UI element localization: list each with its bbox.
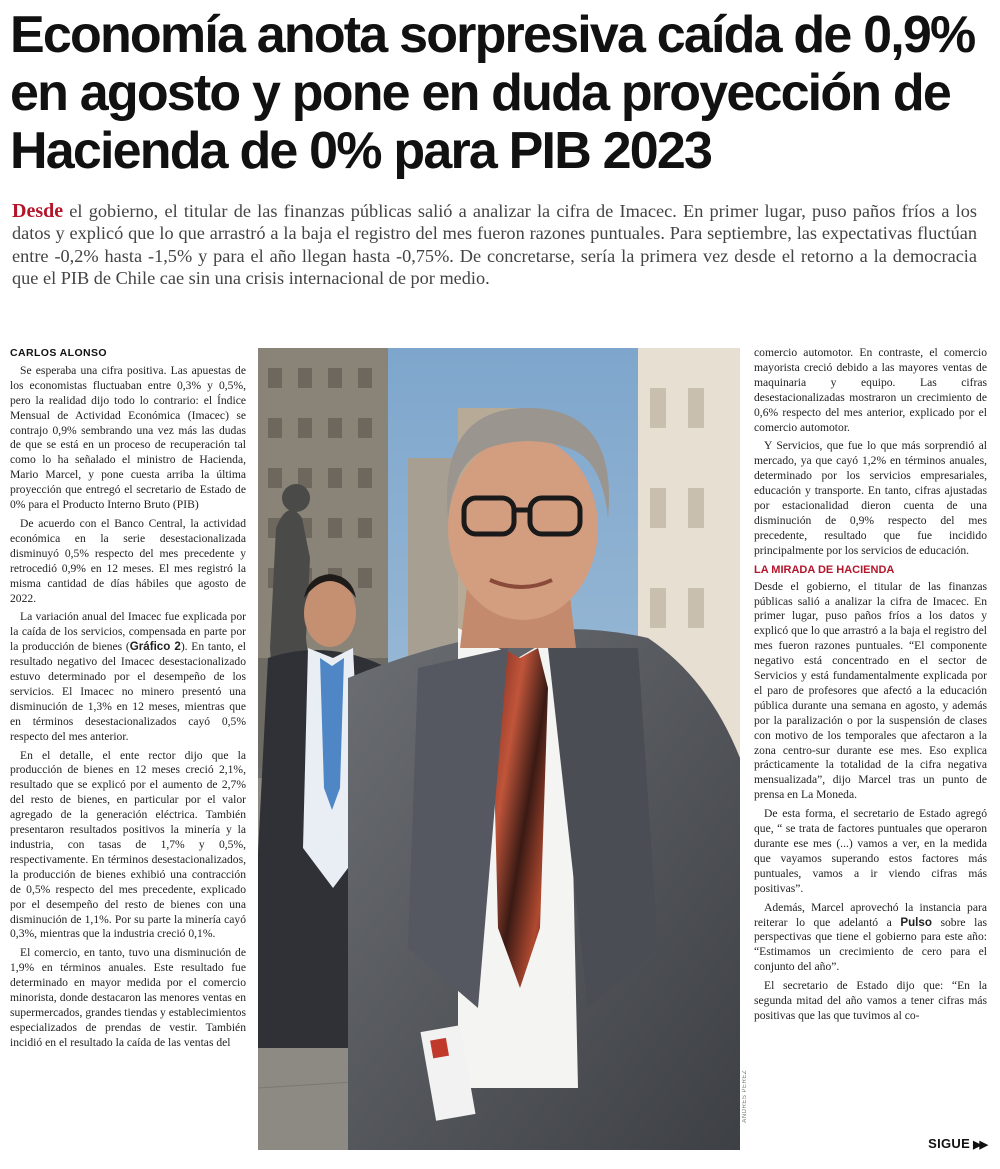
body-text: La variación anual del Imacec fue explicada por la caída de los servicios, compensada en parte por la producción de bienes ( [10, 610, 246, 654]
photo-illustration [258, 348, 740, 1150]
body-paragraph: De acuerdo con el Banco Central, la actividad económica en la serie desestacionalizada disminuyó 0,5% respecto del mes precedente y retrocedió 0,9% en 12 meses. El mes registró la misma cantidad de días hábiles que agosto de 2022. [10, 516, 246, 605]
article-photo [258, 348, 740, 1150]
body-paragraph: El secretario de Estado dijo que: “En la segunda mitad del año vamos a tener cifras más positivas que las que tuvimos al co- [754, 979, 987, 1022]
article-column-3 [754, 346, 987, 1028]
body-paragraph: El comercio, en tanto, tuvo una disminución de 1,9% en términos anuales. Este resultado fue determinado en mayor medida por el comercio minorista, donde destacaron las menores ventas en supermercados, grandes tiendas y establecimientos especializados de prendas de vestir. También incidió en el resultado la caída de las ventas del [10, 946, 246, 1049]
body-paragraph [754, 901, 987, 976]
chart-reference: Gráfico 2 [129, 640, 181, 654]
byline: CARLOS ALONSO [10, 347, 107, 359]
body-paragraph: Y Servicios, que fue lo que más sorprendió al mercado, ya que cayó 1,2% en términos anuales, determinado por los servicios empresariales, educación y transporte. En tanto, cifras ajustadas por estacionalidad dieron cuenta de una disminución de 0,9% respecto del mes precedente, resultado que fue incidido principalmente por los servicios de educación. [754, 439, 987, 557]
publication-reference: Pulso [900, 915, 932, 929]
body-paragraph: comercio automotor. En contraste, el comercio mayorista creció debido a las mayores ventas de maquinaria y equipo. Las cifras desestacionalizadas mostraron un crecimiento de 0,6% respecto del mes anterior, explicado por el comercio automotor. [754, 346, 987, 434]
body-paragraph: En el detalle, el ente rector dijo que la producción de bienes en 12 meses creció 2,1%, resultado que se explicó por el aumento de 2,7% del resto de bienes, en particular por el valor agregado de la generación eléctrica. También presentaron resultados positivos la minería y la industria, con tasas de 1,7% y 0,5%, respectivamente. En términos desestacionalizados, la producción de bienes exhibió una contracción de 0,5% respecto del mes precedente, explicado por el desempeño del resto de bienes con una disminución de 1,1%. Por su parte la minería cayó 0,3%, mientras que la industria creció 0,1%. [10, 748, 246, 941]
body-paragraph [10, 610, 246, 744]
arrow-right-icon: ▶▶ [973, 1139, 986, 1151]
continue-link[interactable] [928, 1136, 986, 1151]
lead-kicker: Desde [12, 200, 64, 222]
article-column-1 [10, 346, 246, 1055]
body-paragraph: De esta forma, el secretario de Estado agregó que, “ se trata de factores puntuales que operaron durante ese mes (...) vamos a ver, en la medida que vayamos superando estos factores más puntuales, vamos a ir viendo cifras más positivas”. [754, 807, 987, 895]
body-text: sobre las perspectivas que tiene el gobierno para este año: “Estimamos un crecimiento de cero para el conjunto del año”. [754, 915, 987, 974]
section-subhead: LA MIRADA DE HACIENDA [754, 563, 895, 576]
body-paragraph: Desde el gobierno, el titular de las finanzas públicas salió a analizar la cifra de Imacec. En primer lugar, puso paños fríos a los datos y explicó que lo que arrastró a la baja el registro del mes fueron razones puntuales. “El componente negativo está concentrado en el sector de Servicios y está fundamentalmente explicada por el paro de profesores que afectó a la educación pública durante una semana en agosto, y además por la paralización o por la suspensión de clases con motivo de los temporales que afectaron a la zona centro-sur durante ese mes. Eso explica prácticamente la totalidad de la cifra negativa mensualizada”, dijo Marcel tras un punto de prensa en La Moneda. [754, 579, 987, 802]
lead-text: el gobierno, el titular de las finanzas públicas salió a analizar la cifra de Imacec. En primer lugar, puso paños fríos a los datos y explicó que lo que arrastró a la baja el registro del mes fueron razones puntuales. Para septiembre, las expectativas fluctúan entre -0,2% hasta -1,5% y para el año llegan hasta -0,75%. De concretarse, sería la primera vez desde el retorno a la democracia que el PIB de Chile cae sin una crisis internacional de por medio. [12, 201, 977, 288]
photo-credit: ANDRES PEREZ [742, 1070, 748, 1123]
body-paragraph: Se esperaba una cifra positiva. Las apuestas de los economistas fluctuaban entre 0,3% y 0,5%, pero la realidad dijo todo lo contrario: el Índice Mensual de Actividad Económica (Imacec) se contrajo 0,9% sembrando una vez más las dudas de que se está en un proceso de recuperación tal como lo ha señalado el ministro de Hacienda, Mario Marcel, y pone cuesta arriba la última proyección que entregó el secretario de Estado de 0% para el Producto Interno Bruto (PIB) [10, 363, 246, 512]
body-text: ). En tanto, el resultado negativo del Imacec desestacionalizado estuvo determinado por el desempeño de los servicios. El Imacec no minero presentó una disminución de 1,3% en 12 meses, mientras que en términos desestacionalizados cayó 0,5% respecto del mes anterior. [10, 640, 246, 743]
continue-label: SIGUE [928, 1136, 971, 1151]
lead-paragraph [12, 200, 977, 289]
headline: Economía anota sorpresiva caída de 0,9% en agosto y pone en duda proyección de Hacienda de 0% para PIB 2023 [10, 6, 975, 180]
body-text: Además, Marcel aprovechó la instancia para reiterar lo que adelantó a [754, 900, 987, 929]
